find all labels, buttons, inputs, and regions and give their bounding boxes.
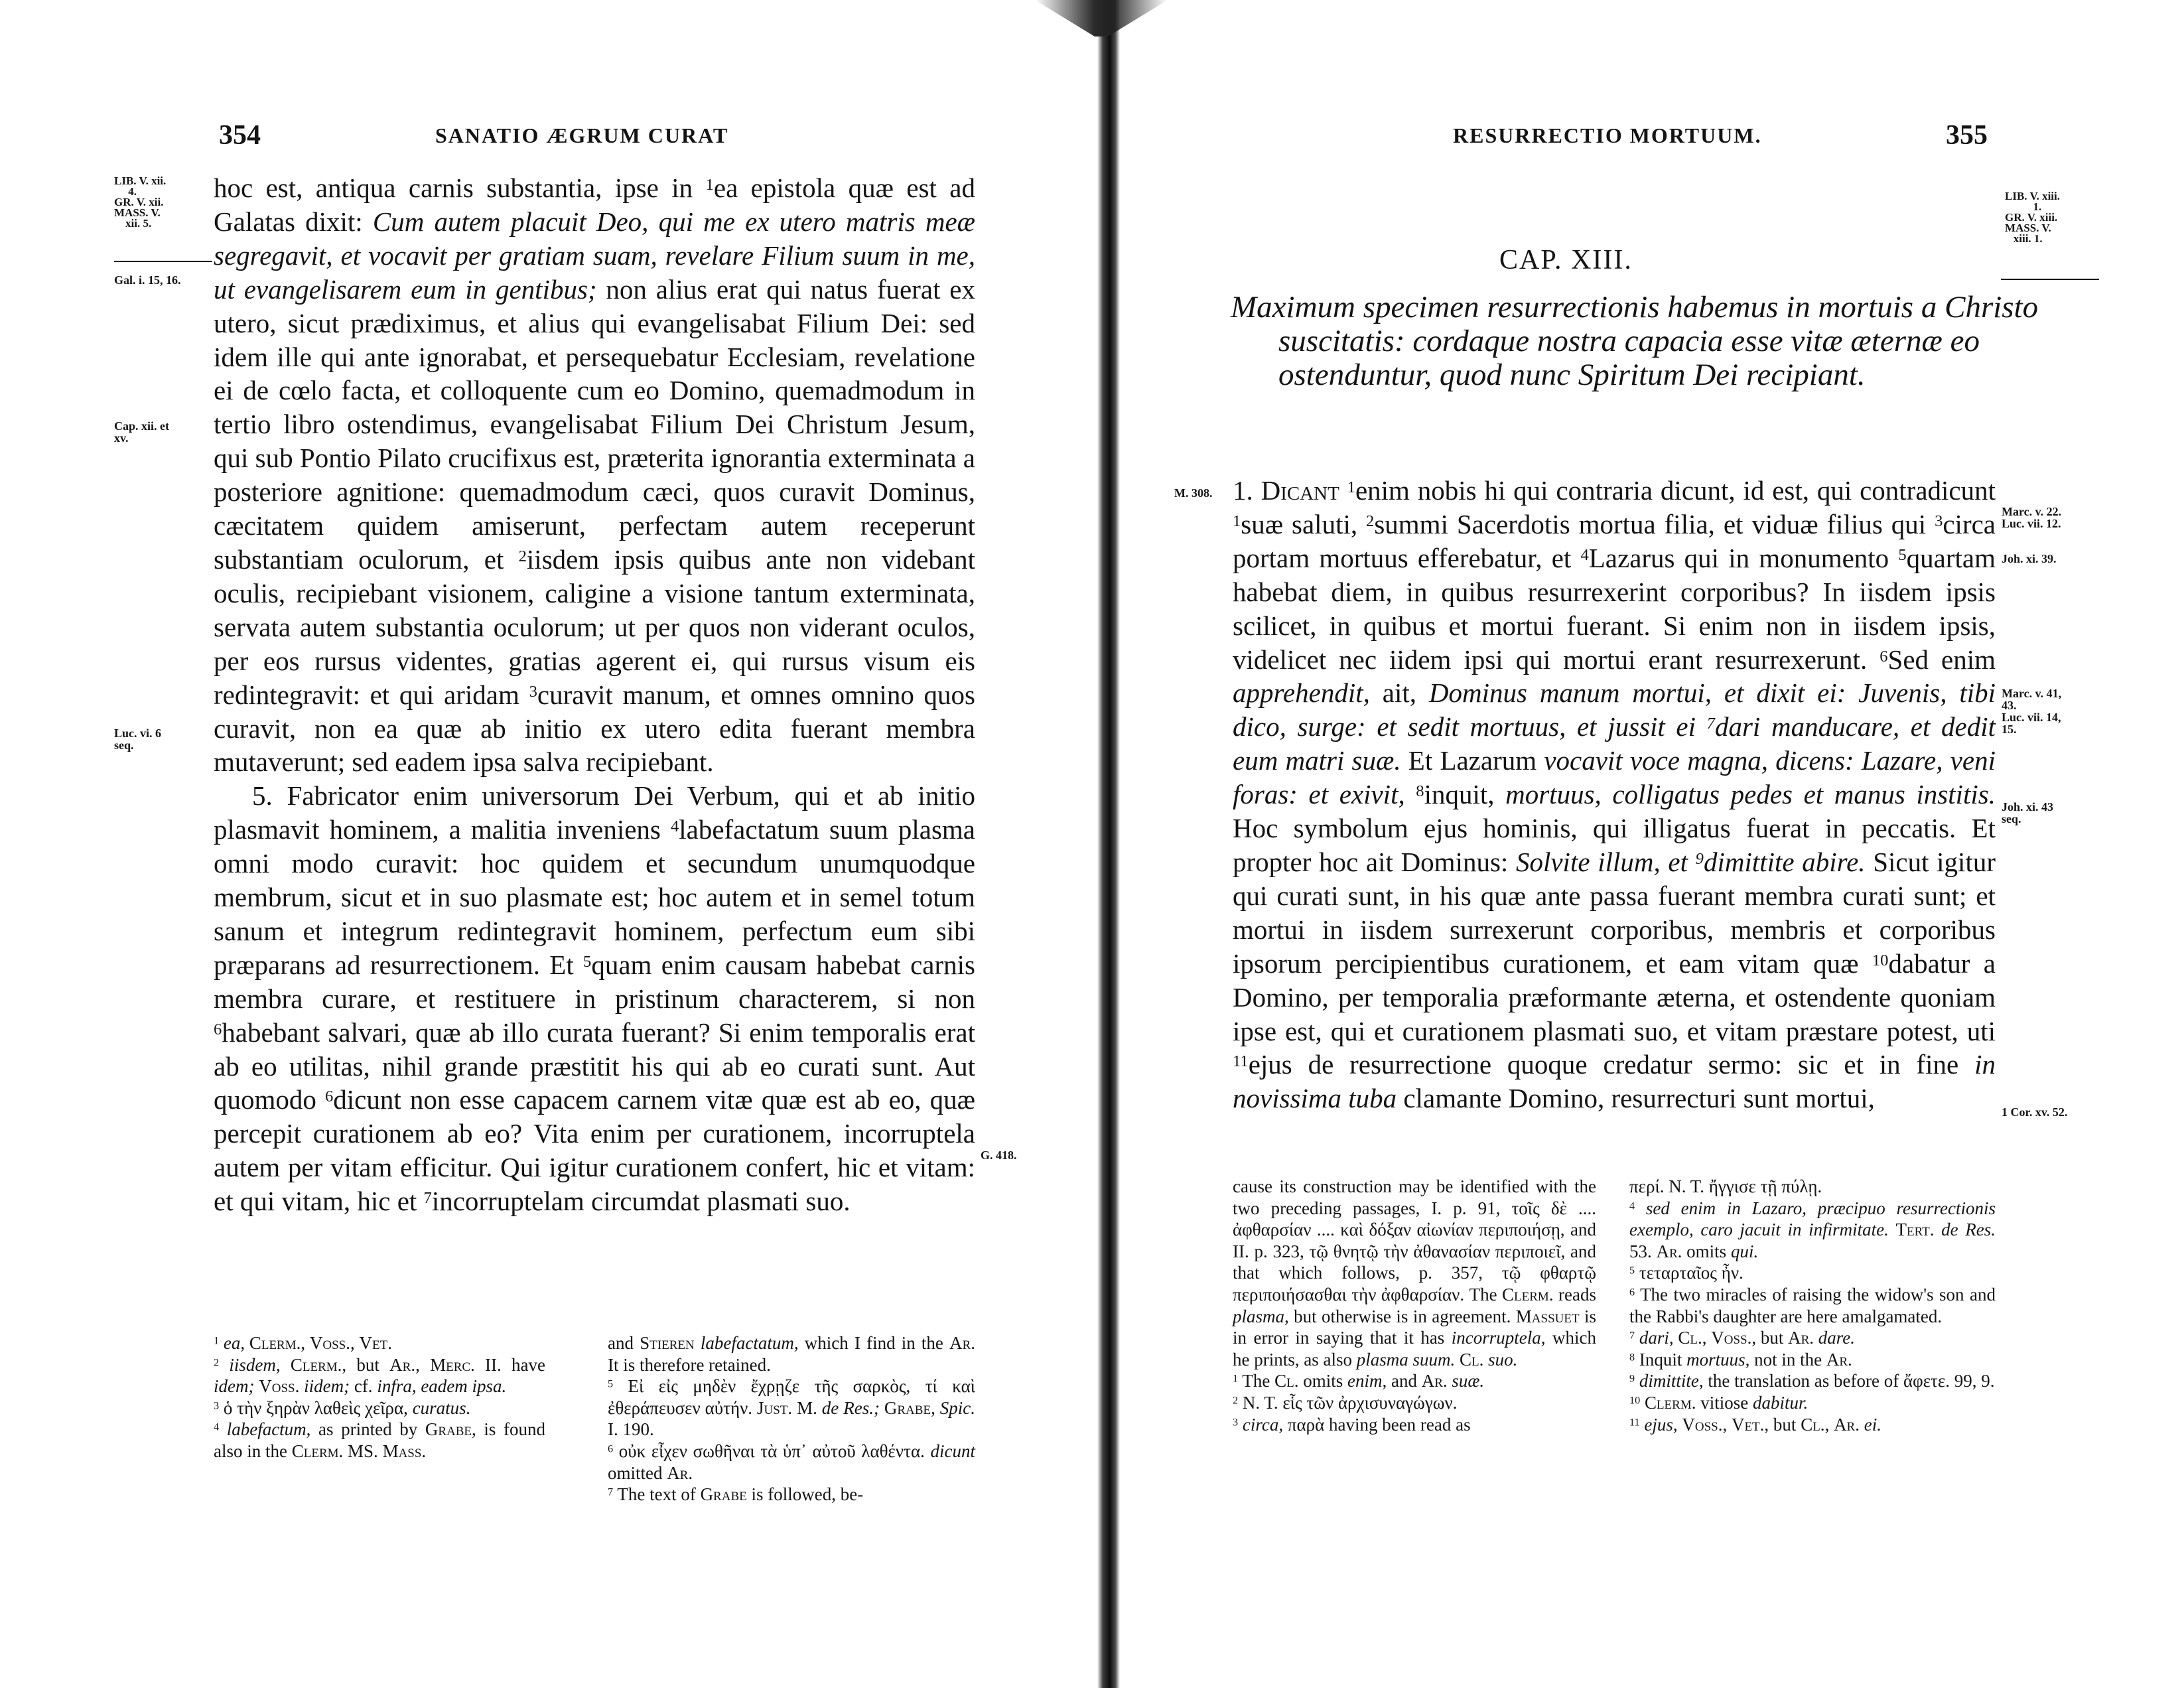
chapter-title: CAP. XIII. <box>1499 245 1633 275</box>
marginal-note-book-ref: LIB. V. xii. 4. GR. V. xii. MASS. V. xii. 5. <box>114 175 167 230</box>
body-text: hoc est, antiqua carnis substantia, ipse in $^1$ea epistola quæ est ad Galatas dixit: Cum autem placuit Deo, qui me ex utero matris meæ segregavit, et vocavit per gratiam suam, revelare Filium suum in me, ut evangelisarem eum in gentibus; non alius erat qui natus fuerat ex utero, sicut prædiximus, et alius qui evangelisabat Filium Dei: sed idem ille qui ante ignorabat, et persequebatur Ecclesiam, revelatione ei de cœlo facta, et colloquente cum eo Domino, quemadmodum in tertio libro ostendimus, evangelisabat Filium Dei Christum Jesum, qui sub Pontio Pilato crucifixus est, præterita ignorantia exterminata a posteriore agnitione: quemadmodum cæci, quos curavit Dominus, cæcitatem quidem amiserunt, perfectam autem receperunt substantiam oculorum, et $^2$iisdem ipsis quibus ante non videbant oculis, recipiebant visionem, caligine a visione tantum exterminata, servata autem substantia oculorum; ut per quos non viderant oculos, per eos rursus videntes, gratias agerent ei, qui rursus visum eis redintegravit: et qui aridam $^3$curavit manum, et omnes omnino quos curavit, non ea quæ ab initio ex utero edita fuerant membra mutaverunt; sed eadem ipsa salva recipiebant. 5. Fabricator enim universorum Dei Verbum, qui et ab initio plasmavit hominem, a malitia inveniens $^4$labefactatum suum plasma omni modo curavit: hoc quidem et secundum unumquodque membrum, sicut et in suo plasmate est; hoc autem et in semel totum sanum et integrum redintegravit hominem, perfectum eum sibi præparans ad resurrectionem. Et $^5$quam enim causam habebat carnis membra curare, et restituere in pristinum characterem, si non $^6$habebant salvari, quæ ab illo curata fuerant? Si enim temporalis erat ab eo utilitas, nihil grande præstitit his qui ab eo curati sunt. Aut quomodo $^6$dicunt non esse capacem carnem vitæ quæ est ab eo, quæ percepit curationem ab eo? Vita enim per curationem, incorruptela autem per vitam efficitur. Qui igitur curationem confert, hic et vitam: et qui vitam, hic et $^7$incorruptelam circumdat plasmati suo. <box>214 173 976 1217</box>
marginal-note-joh-39: Joh. xi. 39. <box>2002 552 2057 565</box>
chapter-summary: Maximum specimen resurrectionis habemus in mortuis a Christo suscitatis: cordaque nostra capacia esse vitæ æternæ eo ostenduntur, quod nunc Spiritum Dei recipiant. <box>1231 290 2039 392</box>
running-head: RESURRECTIO MORTUUM. <box>1453 123 1762 147</box>
marginal-note-g418: G. 418. <box>981 1149 1017 1162</box>
marginal-note-1cor: 1 Cor. xv. 52. <box>2002 1105 2068 1119</box>
marginal-note-marc-luc: Marc. v. 22. Luc. vii. 12. <box>2002 505 2062 530</box>
marginal-note-cap: Cap. xii. et xv. <box>114 419 169 445</box>
marginal-note-joh-43: Joh. xi. 43 seq. <box>2002 800 2054 825</box>
marginal-note-gal: Gal. i. 15, 16. <box>114 273 181 287</box>
footnotes-column-1: cause its construction may be identified with the two preceding passages, I. p. 91, τοῖς δὲ .... ἀφθαρσίαν .... καὶ δόξαν αἰωνίαν περιποιήσῃ, and II. p. 323, τῷ θνητῷ τὴν ἀθανασίαν περιποιεῖ, and that which follows, p. 357, τῷ φθαρτῷ περιποιήσασθαι τὴν ἀφθαρσίαν. The Clerm. reads plasma, but otherwise is in agreement. Massuet is in error in saying that it has incorruptela, which he prints, as also plasma suum. Cl. suo. $^1$ The Cl. omits enim, and Ar. suæ. $^2$ N. T. εἷς τῶν ἀρχισυναγώγων. $^3$ circa, παρὰ having been read as <box>1233 1176 1597 1435</box>
marginal-note-marc-luc-2: Marc. v. 41, 43. Luc. vii. 14, 15. <box>2002 687 2062 736</box>
footnotes-column-2: περί. N. T. ἤγγισε τῇ πύλῃ. $^4$ sed enim in Lazaro, præcipuo resurrectionis exemplo, caro jacuit in infirmitate. Tert. de Res. 53. Ar. omits qui. $^5$ τεταρταῖος ἦν. $^6$ The two miracles of raising the widow's son and the Rabbi's daughter are here amalgamated. $^7$ dari, Cl., Voss., but Ar. dare. $^8$ Inquit mortuus, not in the Ar. $^9$ dimittite, the translation as before of ἄφετε. 99, 9. $^{10}$ Clerm. vitiose dabitur. $^{11}$ ejus, Voss., Vet., but Cl., Ar. ei. <box>1629 1176 1996 1435</box>
body-text: 1. Dicant $^1$enim nobis hi qui contraria dicunt, id est, qui contradicunt $^1$suæ saluti, $^2$summi Sacerdotis mortua filia, et viduæ filius qui $^3$circa portam mortuus efferebatur, et $^4$Lazarus qui in monumento $^5$quartam habebat diem, in quibus resurrexerint corporibus? In iisdem ipsis scilicet, in quibus et mortui fuerant. Si enim non in iisdem ipsis, videlicet nec iidem ipsi qui mortui erant resurrexerunt. $^6$Sed enim apprehendit, ait, Dominus manum mortui, et dixit ei: Juvenis, tibi dico, surge: et sedit mortuus, et jussit ei $^7$dari manducare, et dedit eum matri suæ. Et Lazarum vocavit voce magna, dicens: Lazare, veni foras: et exivit, $^8$inquit, mortuus, colligatus pedes et manus institis. Hoc symbolum ejus hominis, qui illigatus fuerat in peccatis. Et propter hoc ait Dominus: Solvite illum, et $^9$dimittite abire. Sicut igitur qui curati sunt, in his quæ ante passa fuerant membra curati sunt; et mortui in iisdem surrexerunt corporibus, membris et corporibus ipsorum percipientibus curationem, et eam vitam quæ $^{10}$dabatur a Domino, per temporalia præformante æterna, et ostendente quoniam ipse est, qui et curationem plasmati suo, et vitam præstare potest, uti $^{11}$ejus de resurrectione quoque credatur sermo: sic et in fine in novissima tuba clamante Domino, resurrecturi sunt mortui, <box>1233 475 1996 1114</box>
page-number: 355 <box>1946 120 1988 151</box>
marginal-note-luc: Luc. vi. 6 seq. <box>114 727 162 752</box>
running-head: SANATIO ÆGRUM CURAT <box>435 123 729 147</box>
marginal-rule <box>2001 279 2099 280</box>
footnotes-column-1: $^1$ ea, Clerm., Voss., Vet. $^2$ iisdem, Clerm., but Ar., Merc. II. have idem; Voss. iidem; cf. infra, eadem ipsa. $^3$ ὁ τὴν ξηρὰν λαθεὶς χεῖρα, curatus. $^4$ labefactum, as printed by Grabe, is found also in the Clerm. MS. Mass. <box>214 1333 545 1461</box>
footnotes-column-2: and Stieren labefactatum, which I find in the Ar. It is therefore retained. $^5$ Εἰ εἰς μηδὲν ἔχρῃζε τῆς σαρκὸς, τί καὶ ἐθεράπευσεν αὐτήν. Just. M. de Res.; Grabe, Spic. I. 190. $^6$ οὐκ εἶχεν σωθῆναι τὰ ὑπ᾽ αὐτοῦ λαθέντα. dicunt omitted Ar. $^7$ The text of Grabe is followed, be- <box>608 1333 976 1505</box>
marginal-note-book-ref: LIB. V. xiii. 1. GR. V. xiii. MASS. V. xiii. 1. <box>2005 190 2060 245</box>
marginal-note-m308: M. 308. <box>1174 486 1213 500</box>
page-number: 354 <box>219 120 261 151</box>
